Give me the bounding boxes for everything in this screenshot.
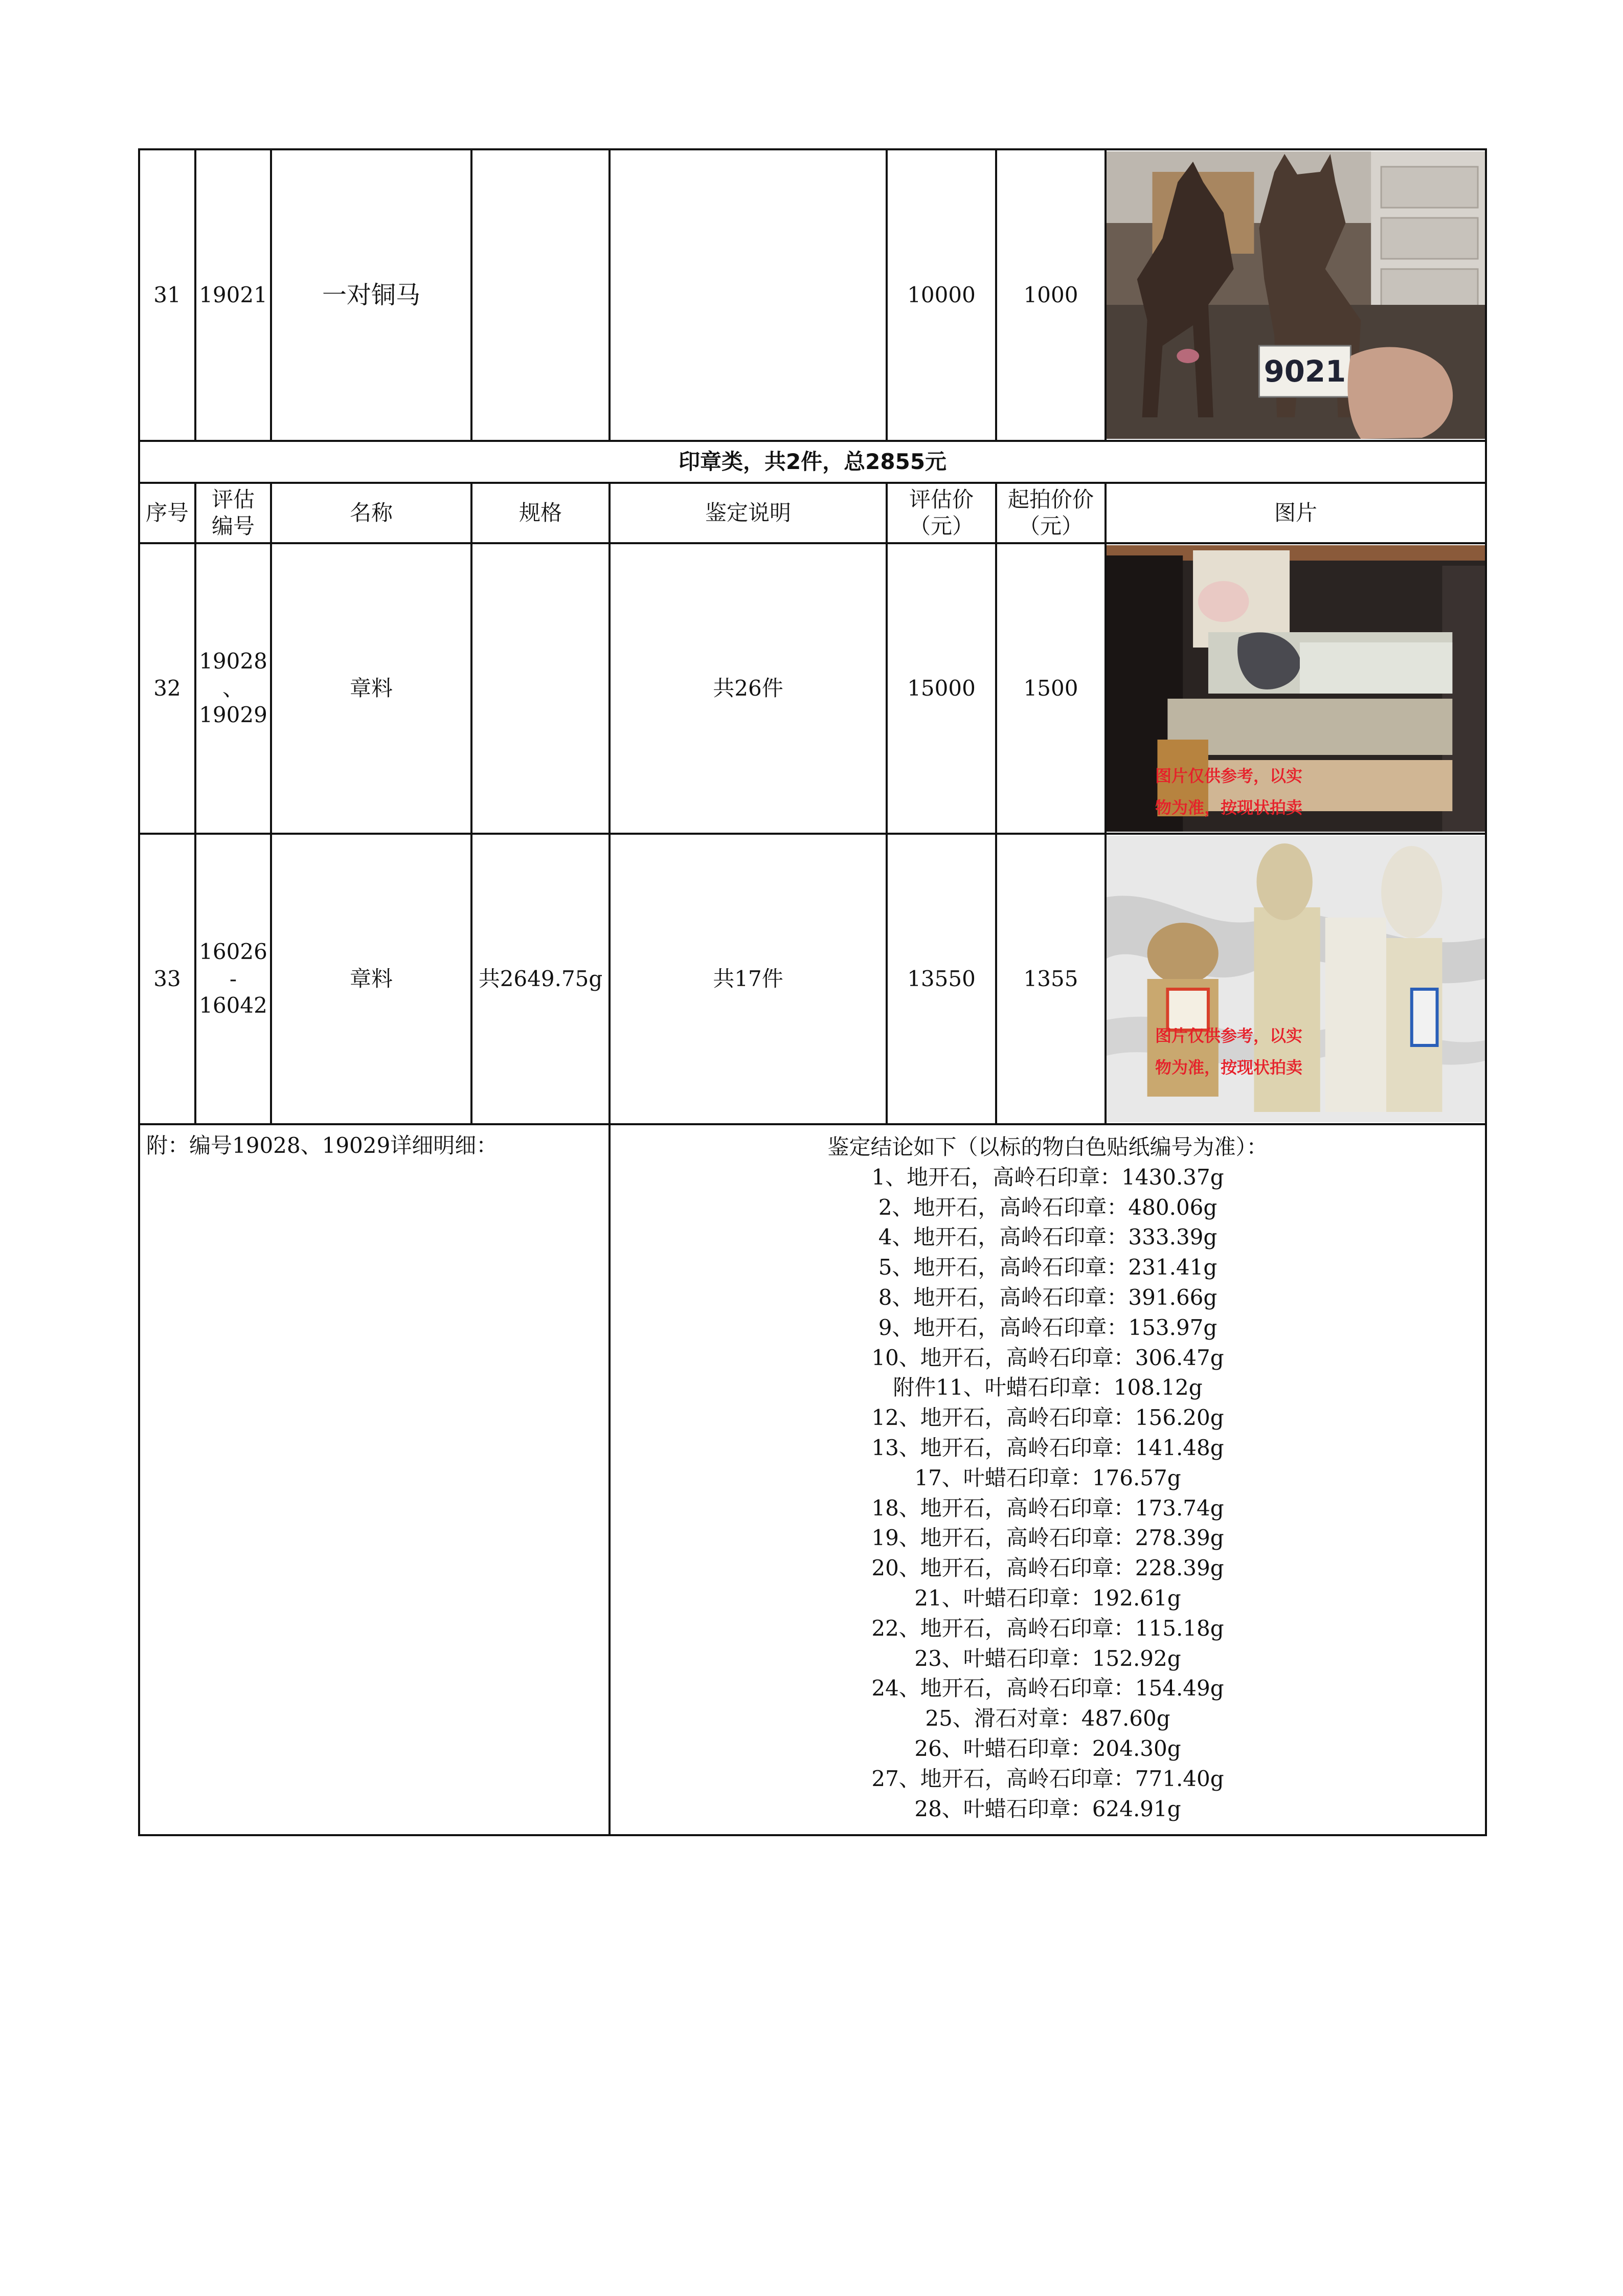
- table-row: [139, 149, 1486, 441]
- conclusion-line: 12、地开石，高岭石印章：156.20g: [871, 1405, 1224, 1431]
- code-cell: [195, 834, 271, 1124]
- section-title: 印章类，共2件，总2855元: [139, 441, 1486, 483]
- disclaimer-line2: 物为准，按现状拍卖: [1155, 798, 1303, 817]
- spec-cell: 共2649.75g: [471, 834, 610, 1124]
- disclaimer-line2: 物为准，按现状拍卖: [1155, 1058, 1303, 1077]
- code-cell: 19021: [195, 149, 271, 441]
- appraisal-cell: 10000: [887, 149, 996, 441]
- appraisal-cell: 15000: [887, 543, 996, 834]
- code-start: 19028: [199, 649, 267, 674]
- conclusion-line: 20、地开石，高岭石印章：228.39g: [871, 1555, 1224, 1581]
- desc-cell: [610, 149, 887, 441]
- conclusion-line: 1、地开石，高岭石印章：1430.37g: [871, 1164, 1224, 1190]
- photo-cell: [1106, 543, 1486, 834]
- start-price-cell: 1500: [996, 543, 1106, 834]
- seq-cell: 32: [139, 543, 195, 834]
- name-cell: 章料: [271, 834, 471, 1124]
- conclusion-line: 9、地开石，高岭石印章：153.97g: [878, 1314, 1218, 1340]
- table-row: [139, 543, 1486, 834]
- code-separator: -: [229, 966, 237, 991]
- conclusion-line: 25、滑石对章：487.60g: [925, 1706, 1170, 1731]
- conclusion-line: 24、地开石，高岭石印章：154.49g: [871, 1676, 1224, 1701]
- start-price-cell: 1000: [996, 149, 1106, 441]
- seq-cell: 31: [139, 149, 195, 441]
- conclusion-line: 8、地开石，高岭石印章：391.66g: [878, 1284, 1218, 1310]
- conclusion-line: 23、叶蜡石印章：152.92g: [914, 1645, 1181, 1671]
- conclusion-line: 22、地开石，高岭石印章：115.18g: [871, 1615, 1224, 1641]
- lot-number-tag: 9021: [1264, 353, 1346, 389]
- code-end: 19029: [199, 702, 267, 728]
- conclusion-line: 18、地开石，高岭石印章：173.74g: [871, 1495, 1224, 1521]
- col-spec: 规格: [471, 483, 610, 543]
- disclaimer-line1: 图片仅供参考，以实: [1155, 766, 1303, 786]
- conclusion-line: 19、地开石，高岭石印章：278.39g: [871, 1525, 1224, 1551]
- desc-cell: 共26件: [610, 543, 887, 834]
- photo-disclaimer: [1155, 1020, 1324, 1083]
- col-start-line1: 起拍价价: [1007, 486, 1094, 512]
- seal-stones-photo-1: [1107, 545, 1485, 832]
- code-start: 16026: [199, 939, 267, 965]
- seal-stones-photo-2: [1107, 836, 1485, 1122]
- name-cell: 一对铜马: [271, 149, 471, 441]
- col-appraisal-line2: （元）: [909, 514, 974, 539]
- seq-cell: 33: [139, 834, 195, 1124]
- conclusion-list: [611, 1163, 1485, 1824]
- bronze-horses-photo: [1107, 151, 1485, 439]
- conclusion-line: 17、叶蜡石印章：176.57g: [914, 1465, 1181, 1490]
- code-cell: [195, 543, 271, 834]
- col-seq: 序号: [139, 483, 195, 543]
- appendix-row: [139, 1124, 1486, 1835]
- disclaimer-line1: 图片仅供参考，以实: [1155, 1026, 1303, 1045]
- col-photo: 图片: [1106, 483, 1486, 543]
- code-end: 16042: [199, 993, 267, 1018]
- conclusion-line: 28、叶蜡石印章：624.91g: [914, 1796, 1181, 1821]
- col-appraisal: [887, 483, 996, 543]
- col-start-price: [996, 483, 1106, 543]
- appraisal-conclusion: [610, 1124, 1486, 1835]
- auction-table: [138, 148, 1487, 1836]
- conclusion-line: 26、叶蜡石印章：204.30g: [914, 1735, 1181, 1761]
- code-separator: 、: [222, 675, 244, 701]
- start-price-cell: 1355: [996, 834, 1106, 1124]
- photo-cell: [1106, 834, 1486, 1124]
- conclusion-line: 10、地开石，高岭石印章：306.47g: [871, 1345, 1224, 1370]
- name-cell: 章料: [271, 543, 471, 834]
- conclusion-line: 2、地开石，高岭石印章：480.06g: [878, 1194, 1218, 1220]
- col-start-line2: （元）: [1018, 514, 1083, 539]
- appendix-note: 附：编号19028、19029详细明细：: [139, 1124, 610, 1835]
- col-code-line1: 评估: [211, 486, 255, 512]
- col-code: [195, 483, 271, 543]
- spec-cell: [471, 149, 610, 441]
- conclusion-line: 13、地开石，高岭石印章：141.48g: [871, 1435, 1224, 1460]
- conclusion-line: 27、地开石，高岭石印章：771.40g: [871, 1766, 1224, 1791]
- section-header-row: [139, 441, 1486, 483]
- col-appraisal-line1: 评估价: [909, 486, 974, 512]
- desc-cell: 共17件: [610, 834, 887, 1124]
- conclusion-line: 21、叶蜡石印章：192.61g: [914, 1585, 1181, 1611]
- conclusion-line: 附件11、叶蜡石印章：108.12g: [893, 1375, 1203, 1400]
- table-row: [139, 834, 1486, 1124]
- col-desc: 鉴定说明: [610, 483, 887, 543]
- spec-cell: [471, 543, 610, 834]
- conclusion-line: 4、地开石，高岭石印章：333.39g: [878, 1224, 1218, 1250]
- conclusion-title: 鉴定结论如下（以标的物白色贴纸编号为准）：: [827, 1134, 1268, 1160]
- col-name: 名称: [271, 483, 471, 543]
- appraisal-cell: 13550: [887, 834, 996, 1124]
- photo-cell: [1106, 149, 1486, 441]
- col-code-line2: 编号: [211, 514, 255, 539]
- conclusion-line: 5、地开石，高岭石印章：231.41g: [878, 1255, 1218, 1280]
- column-header-row: [139, 483, 1486, 543]
- photo-disclaimer: [1155, 760, 1324, 823]
